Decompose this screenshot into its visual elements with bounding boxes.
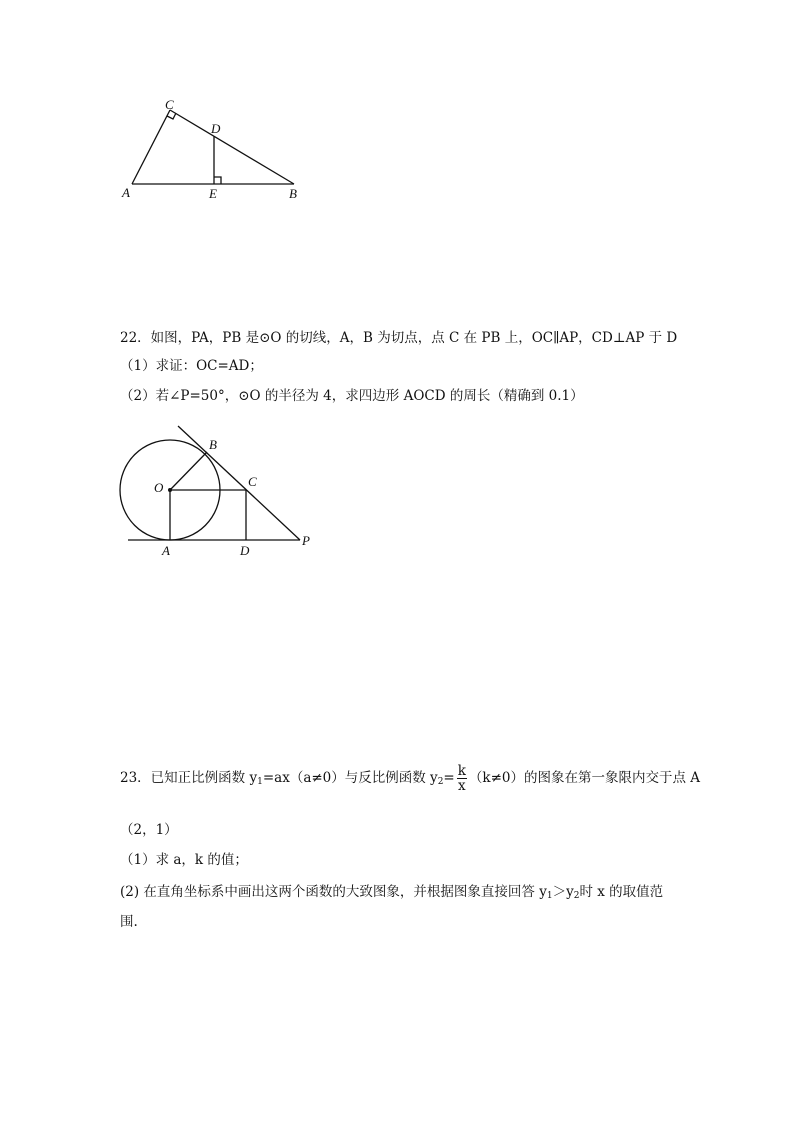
segment-ob <box>170 452 207 490</box>
triangle-figure <box>118 96 318 206</box>
q22-part1: （1）求证：OC=AD； <box>120 358 263 374</box>
q23-part2-a: (2) 在直角坐标系中画出这两个函数的大致图象，并根据图象直接回答 y <box>120 884 547 900</box>
label-c: C <box>248 474 257 489</box>
label-a: A <box>162 543 170 558</box>
q23-part1: （1）求 a，k 的值； <box>120 852 248 868</box>
right-angle-mark-e <box>214 177 221 184</box>
point-o <box>168 488 172 492</box>
q23-point: （2，1） <box>120 822 178 838</box>
q23-part2-continued: 围. <box>120 914 138 930</box>
label-o: O <box>154 480 164 495</box>
fraction-numerator: k <box>457 763 466 779</box>
label-d: D <box>211 121 221 136</box>
q23-part2-b: ＞y <box>552 884 574 900</box>
fraction-k-over-x <box>457 764 467 793</box>
label-p: P <box>302 533 310 548</box>
q22-part2: （2）若∠P=50°，⊙O 的半径为 4，求四边形 AOCD 的周长（精确到 0.1） <box>120 388 584 404</box>
segment-cb <box>170 110 294 184</box>
line-pb <box>178 426 300 540</box>
label-d: D <box>240 543 250 558</box>
label-b: B <box>209 437 217 452</box>
label-b: B <box>289 186 297 201</box>
y2-subscript: 2 <box>437 777 444 787</box>
q23-stem-c: = <box>443 770 455 786</box>
q23-stem-d: （k≠0）的图象在第一象限内交于点 A <box>468 770 701 786</box>
label-a: A <box>122 185 130 200</box>
q23-part2-c: 时 x 的取值范 <box>579 884 664 900</box>
fraction-denominator: x <box>458 778 466 794</box>
label-e: E <box>209 186 217 201</box>
q22-stem: 22．如图，PA，PB 是⊙O 的切线，A，B 为切点，点 C 在 PB 上，OC∥AP，CD⊥AP 于 D <box>120 330 678 346</box>
y1-subscript: 1 <box>546 891 553 901</box>
q23-stem <box>120 764 700 793</box>
q23-stem-b: =ax（a≠0）与反比例函数 y <box>262 770 438 786</box>
y2-subscript: 2 <box>573 891 580 901</box>
circle-tangent-figure <box>118 420 328 560</box>
q23-part2 <box>120 882 663 906</box>
label-c: C <box>165 97 174 112</box>
segment-ac <box>132 110 170 184</box>
q23-stem-a: 23．已知正比例函数 y <box>120 770 258 786</box>
y1-subscript: 1 <box>257 777 263 787</box>
